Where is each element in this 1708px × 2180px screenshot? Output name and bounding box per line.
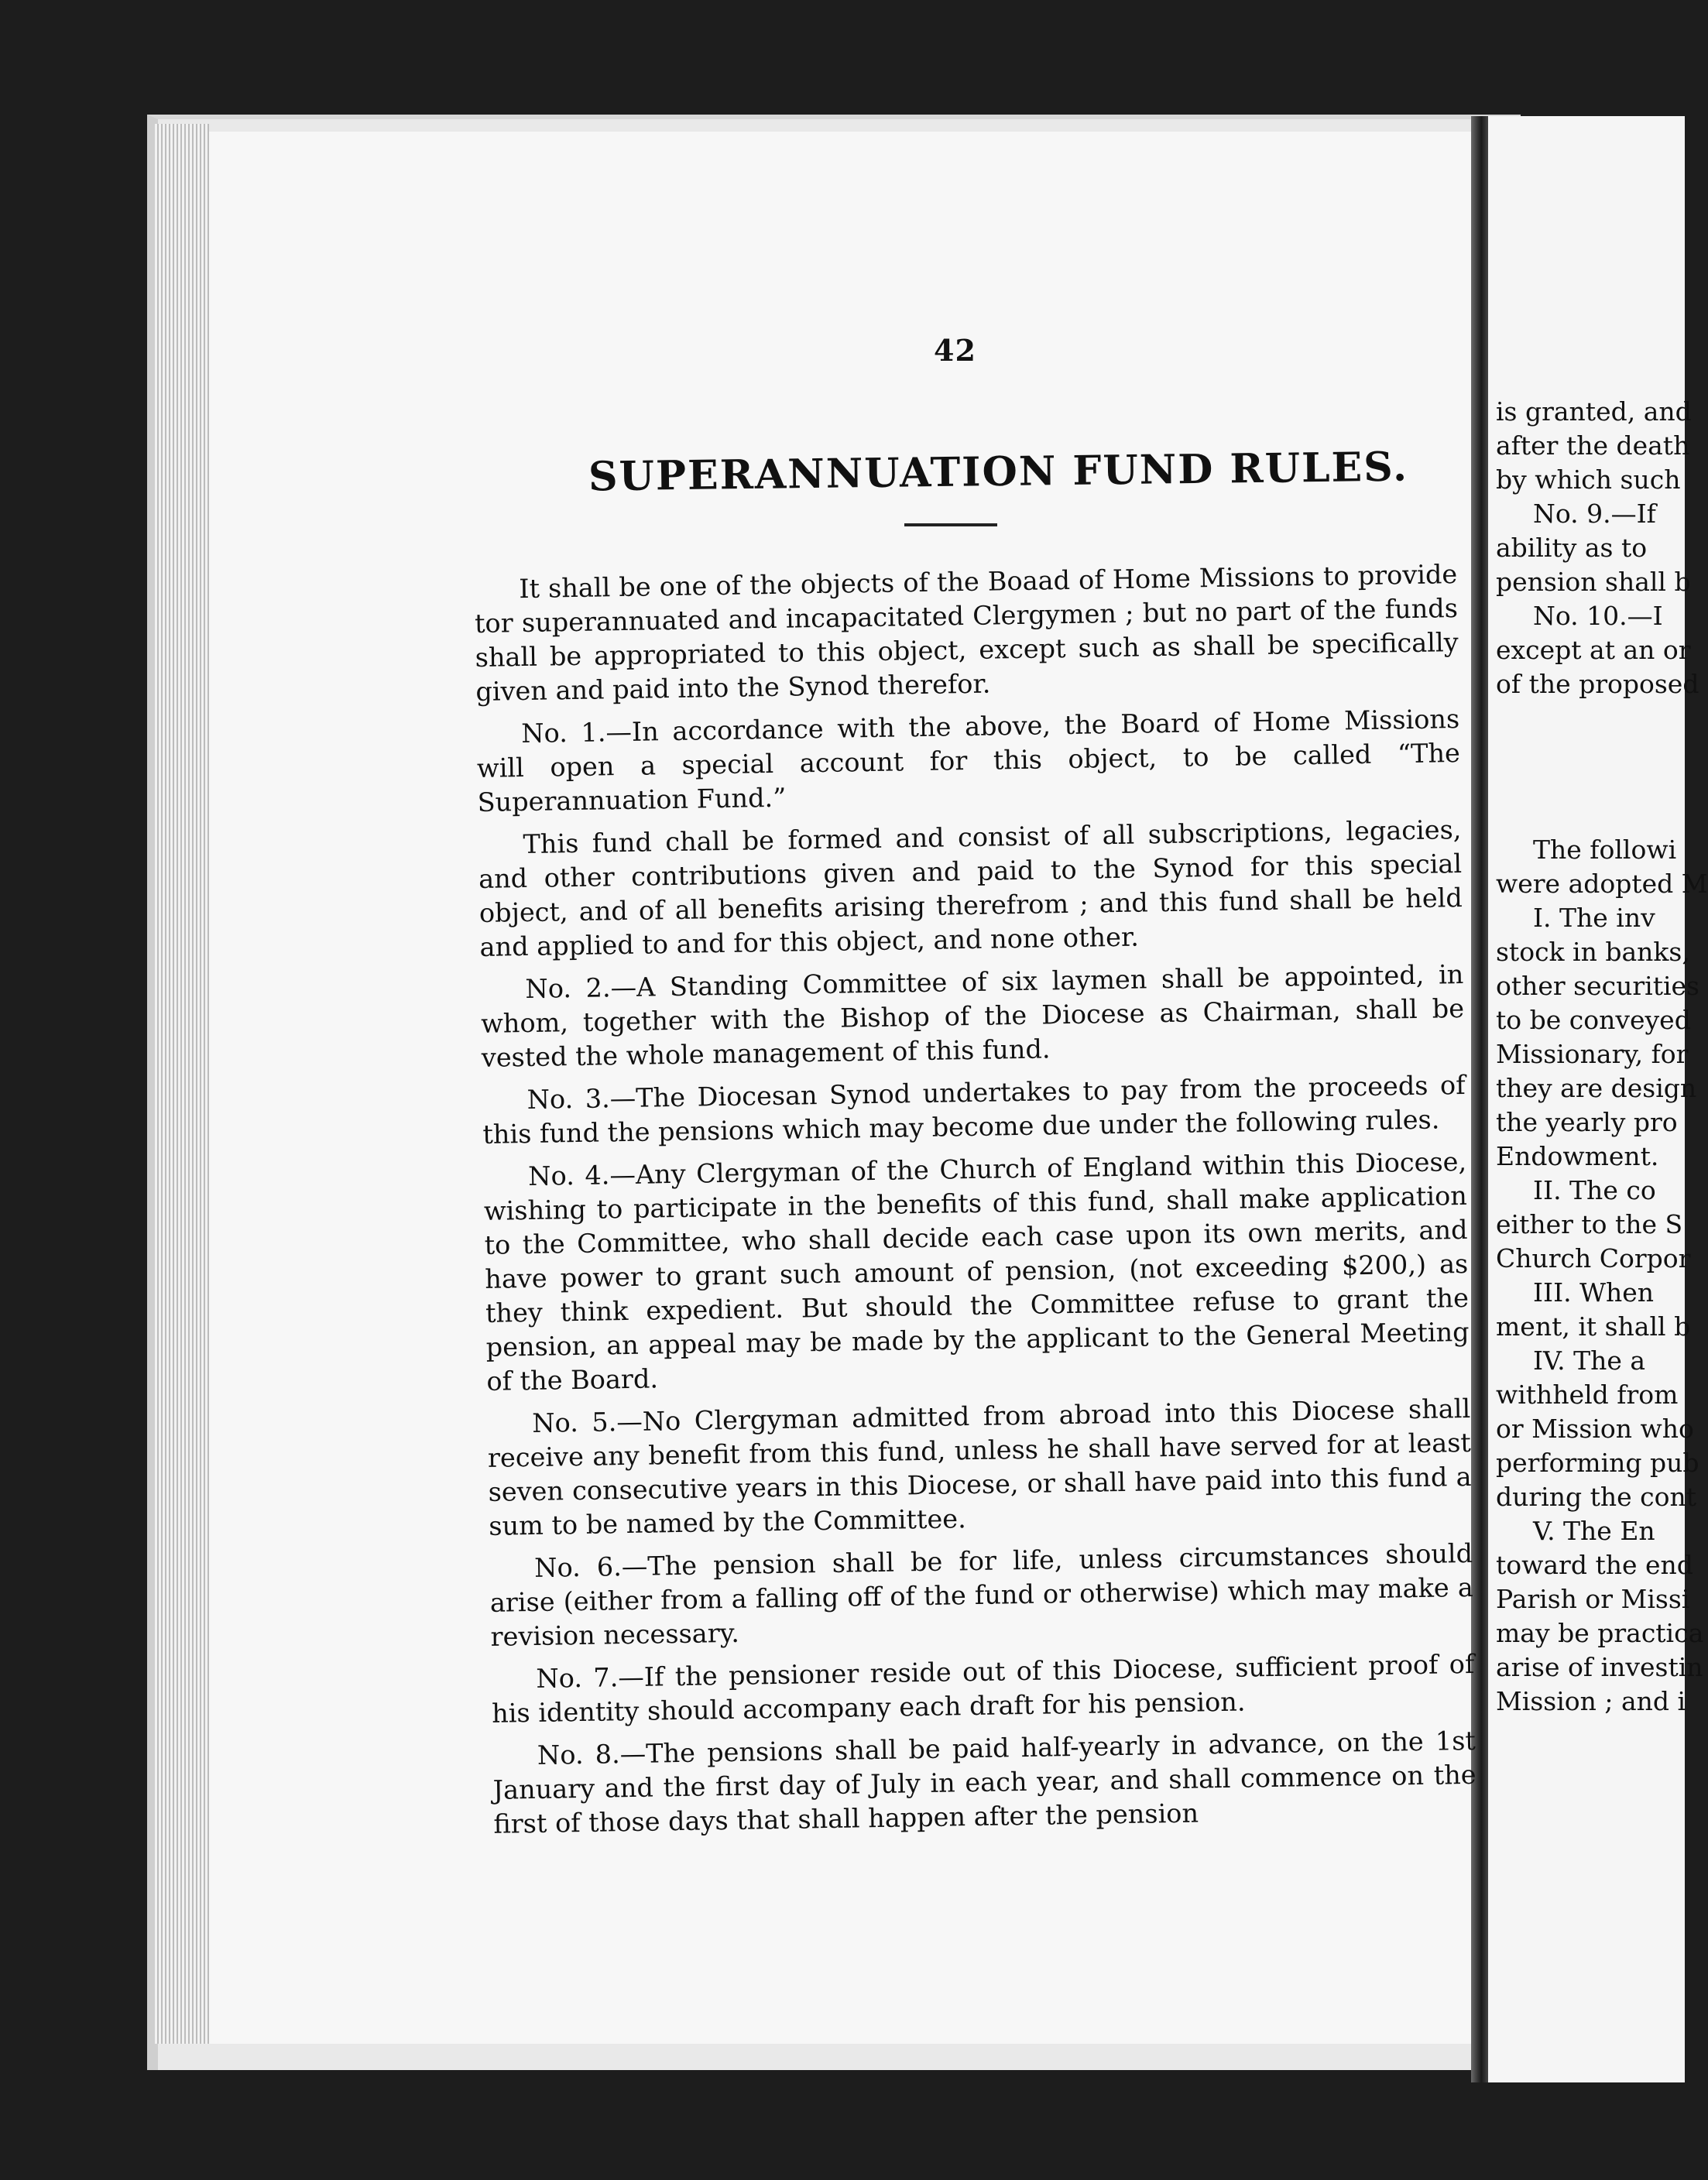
rule-2-paragraph: No. 2.—A Standing Committee of six laymen shall be appointed, in whom, together with the Bishop of the Diocese as Chairman, shall be vested the whole management of this fund.: [480, 958, 1465, 1073]
right-line: Parish or Missi: [1496, 1584, 1690, 1614]
right-line: ment, it shall b: [1496, 1311, 1691, 1342]
right-line: is granted, and: [1496, 396, 1692, 427]
right-line: No. 9.—If: [1533, 499, 1656, 529]
right-line: they are design: [1496, 1073, 1697, 1103]
fund-paragraph: This fund chall be formed and consist of all subscriptions, legacies, and other contributions given and paid to the Synod for this special object, and of all benefits arising therefrom ; and this fund shall be held and applied to and for this object, and none other.: [478, 814, 1463, 962]
rule-3-paragraph: No. 3.—The Diocesan Synod undertakes to pay from the proceeds of this fund the pensions which may become due under the following rules.: [482, 1069, 1466, 1150]
right-line: other securities: [1496, 971, 1699, 1001]
right-line: pension shall b: [1496, 567, 1691, 597]
right-line: No. 10.—I: [1533, 601, 1663, 631]
rule-7-paragraph: No. 7.—If the pensioner reside out of this Diocese, sufficient proof of his identity should accompany each draft for his pension.: [491, 1648, 1475, 1729]
right-gap: [1496, 701, 1697, 833]
intro-paragraph: It shall be one of the objects of the Boaad of Home Missions to provide tor superannuated and incapacitated Clergymen ; but no part of the funds shall be appropriated to this object, except such as shall be specifically given and paid into the Synod therefor.: [474, 559, 1459, 707]
right-line: III. When: [1533, 1277, 1655, 1308]
right-line: V. The En: [1533, 1516, 1655, 1546]
right-line: of the proposed: [1496, 669, 1699, 699]
right-line: Endowment.: [1496, 1141, 1659, 1171]
right-line: by which such: [1496, 464, 1681, 495]
right-line: performing pub: [1496, 1448, 1699, 1478]
right-line: to be conveyed: [1496, 1005, 1691, 1035]
right-line: after the death: [1496, 430, 1690, 461]
right-line: may be practica: [1496, 1618, 1704, 1648]
right-line: Church Corpor: [1496, 1243, 1691, 1273]
rule-1-paragraph: No. 1.—In accordance with the above, the Board of Home Missions will open a special account for this object, to be called “The Superannuation Fund.”: [476, 704, 1461, 818]
title-rule: [904, 523, 997, 526]
rule-5-paragraph: No. 5.—No Clergyman admitted from abroad into this Diocese shall receive any benefit from this fund, unless he shall have served for at least seven consecutive years in this Diocese, or shall have paid into this fund a sum to be named by the Committee.: [487, 1393, 1472, 1541]
right-line: or Mission who: [1496, 1414, 1694, 1444]
right-line: the yearly pro: [1496, 1107, 1678, 1137]
page-number: 42: [934, 333, 976, 368]
right-line: IV. The a: [1533, 1345, 1646, 1376]
rule-4-paragraph: No. 4.—Any Clergyman of the Church of England within this Diocese, wishing to participate in the benefits of this fund, shall make application to the Committee, who shall decide each case upon its own merits, and have power to grant such amount of pension, (not exceeding $200,) as they think expedient. But should the Committee refuse to grant the pension, an appeal may be made by the applicant to the General Meeting of the Board.: [483, 1146, 1470, 1397]
page-title: SUPERANNUATION FUND RULES.: [588, 443, 1409, 501]
right-line: withheld from: [1496, 1380, 1679, 1410]
right-line: II. The co: [1533, 1175, 1656, 1205]
body-text: [474, 557, 1477, 1850]
right-line: I. The inv: [1533, 903, 1655, 933]
right-line: Mission ; and i: [1496, 1686, 1686, 1716]
right-line: during the cont: [1496, 1482, 1696, 1512]
right-line: toward the end: [1496, 1550, 1693, 1580]
right-line: arise of investin: [1496, 1652, 1703, 1682]
right-line: The followi: [1533, 835, 1677, 865]
right-line: ability as to: [1496, 533, 1648, 563]
rule-6-paragraph: No. 6.—The pension shall be for life, unless circumstances should arise (either from a falling off of the fund or otherwise) which may make a revision necessary.: [489, 1537, 1474, 1652]
page-edges: [155, 124, 209, 2044]
right-line: Missionary, for: [1496, 1039, 1689, 1069]
right-line: were adopted M: [1496, 869, 1708, 899]
right-line: except at an or: [1496, 635, 1691, 665]
right-line: stock in banks,: [1496, 937, 1690, 967]
rule-8-paragraph: No. 8.—The pensions shall be paid half-yearly in advance, on the 1st January and the first day of July in each year, and shall commence on the first of those days that shall happen after the pension: [492, 1725, 1476, 1839]
right-line: either to the S: [1496, 1209, 1683, 1239]
right-page-text: [1496, 395, 1708, 1719]
